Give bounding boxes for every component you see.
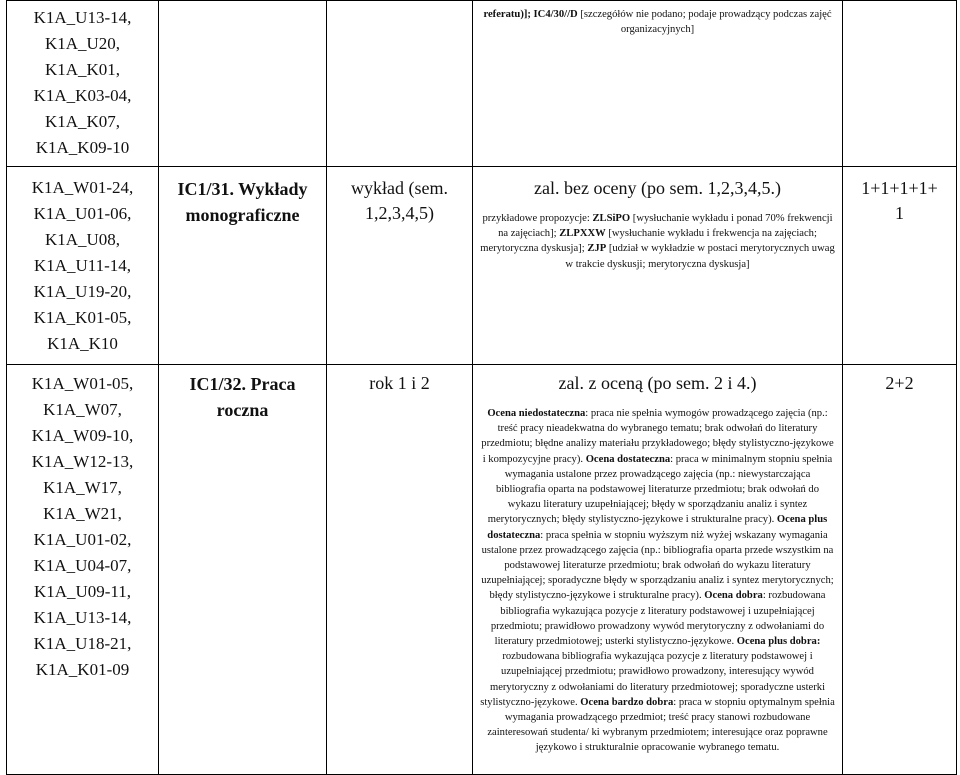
outcome-code: K1A_U13-14, xyxy=(33,608,132,627)
outcome-code: K1A_W01-05, xyxy=(31,374,134,393)
learning-outcomes-cell xyxy=(7,365,159,775)
outcome-code: K1A_W01-24, xyxy=(31,178,134,197)
outcome-code: K1A_U09-11, xyxy=(33,582,132,601)
outcome-code: K1A_K03-04, xyxy=(33,86,132,105)
outcome-code: K1A_U19-20, xyxy=(33,282,132,301)
outcome-code: K1A_K01, xyxy=(44,60,121,79)
form-cell xyxy=(327,167,473,365)
outcome-code: K1A_U01-02, xyxy=(33,530,132,549)
form-cell xyxy=(327,1,473,167)
outcome-code: K1A_W12-13, xyxy=(31,452,134,471)
curriculum-table xyxy=(6,0,957,775)
subject-title: Wykłady monograficzne xyxy=(185,179,308,225)
criteria-text: Ocena niedostateczna: praca nie spełnia wymogów prowadzącego zajęcia (np.: treść pracy nieadekwatna do wybranego tematu; brak odwołań do literatury przedmiotu; błędne analizy materiału przykładowego; błędy stylistyczno-językowe i kompozycyjne pracy). Ocena dostateczna: praca w minimalnym stopniu spełnia wymagania ustalone przez prowadzącego zajęcia (np.: niewystarczająca bibliografia oparta na podstawowej literaturze przedmiotu; brak odwołań do wykazu literatury uzupełniającej; błędy w sporządzaniu analiz i syntez merytorycznych; błędy stylistyczno-językowe i strukturalne pracy). Ocena plus dostateczna: praca spełnia w stopniu wyższym niż wyżej wskazany wymagania ustalone przez prowadzącego zajęcia (np.: bibliografia oparta przede wszystkim na podstawowej literaturze przedmiotu; brak odwołań do wykazu literatury uzupełniającej; sporadyczne błędy w sporządzaniu analiz i syntez merytorycznych; błędy stylistyczno-językowe i strukturalne pracy). Ocena dobra: rozbudowana bibliografia wykazująca pozycje z literatury podstawowej i uzupełniającej przedmiotu; prawidłowo prowadzony wywód merytoryczny z odwołaniami do literatury przedmiotowej; usterki stylistyczno-językowe. Ocena plus dobra: rozbudowana bibliografia wykazująca pozycje z literatury podstawowej i uzupełniającej przedmiotu; prawidłowo prowadzony, interesujący wywód merytoryczny z odwołaniami do literatury przedmiotowej; sporadyczne usterki stylistyczno-językowe. Ocena bardzo dobra: praca w stopniu optymalnym spełnia wymagania prowadzącego przedmiot; treść pracy stanowi rozbudowane zainteresowań studenta/ ki wybranym przedmiotem; interesujące oraz poprawne językowo i strukturalnie opracowanie wybranego tematu. xyxy=(480,408,835,754)
form-text: rok 1 i 2 xyxy=(369,373,430,393)
outcome-code: K1A_U18-21, xyxy=(33,634,132,653)
ects-value: 1+1+1+1+ 1 xyxy=(861,178,938,223)
table-row xyxy=(7,365,957,775)
learning-outcomes-cell xyxy=(7,1,159,167)
outcome-code: K1A_K07, xyxy=(44,112,121,131)
outcome-code: K1A_U01-06, xyxy=(33,204,132,223)
grading-type: zal. bez oceny (po sem. 1,2,3,4,5.) xyxy=(534,178,781,198)
grading-cell xyxy=(473,365,843,775)
form-cell xyxy=(327,365,473,775)
subject-title: Praca roczna xyxy=(216,374,296,420)
ects-cell xyxy=(843,365,957,775)
criteria-text: referatu)]; IC4/30//D [szczegółów nie podano; podaje prowadzący podczas zajęć organizacyjnych] xyxy=(483,9,832,36)
criteria-text: przykładowe propozycje: ZLSiPO [wysłuchanie wykładu i ponad 70% frekwencji na zajęciach]; ZLPXXW [wysłuchanie wykładu i frekwencja na zajęciach; merytoryczna dyskusja]; ZJP [udział w wykładzie w postaci merytorycznych uwag w trakcie dyskusji; merytoryczna dyskusja] xyxy=(480,213,835,270)
outcome-code: K1A_W21, xyxy=(43,504,122,523)
subject-code: IC1/32. xyxy=(189,374,247,394)
form-text: wykład (sem. 1,2,3,4,5) xyxy=(351,178,448,223)
ects-cell xyxy=(843,1,957,167)
table-row xyxy=(7,1,957,167)
subject-cell xyxy=(159,1,327,167)
outcome-code: K1A_W07, xyxy=(43,400,122,419)
table-row xyxy=(7,167,957,365)
outcome-code: K1A_U04-07, xyxy=(33,556,132,575)
grading-cell xyxy=(473,1,843,167)
grading-type: zal. z oceną (po sem. 2 i 4.) xyxy=(558,373,757,393)
outcome-code: K1A_K10 xyxy=(47,334,118,353)
subject-cell xyxy=(159,167,327,365)
grading-cell xyxy=(473,167,843,365)
outcome-code: K1A_K01-05, xyxy=(33,308,132,327)
ects-value: 2+2 xyxy=(885,373,914,393)
outcome-code: K1A_U11-14, xyxy=(33,256,132,275)
outcome-code: K1A_W09-10, xyxy=(31,426,134,445)
subject-cell xyxy=(159,365,327,775)
outcome-code: K1A_K01-09 xyxy=(35,660,130,679)
outcome-code: K1A_W17, xyxy=(43,478,122,497)
subject-code: IC1/31. xyxy=(177,179,234,199)
learning-outcomes-cell xyxy=(7,167,159,365)
outcome-code: K1A_U08, xyxy=(44,230,121,249)
outcome-code: K1A_K09-10 xyxy=(35,138,130,157)
outcome-code: K1A_U13-14, xyxy=(33,8,132,27)
outcome-code: K1A_U20, xyxy=(44,34,121,53)
ects-cell xyxy=(843,167,957,365)
